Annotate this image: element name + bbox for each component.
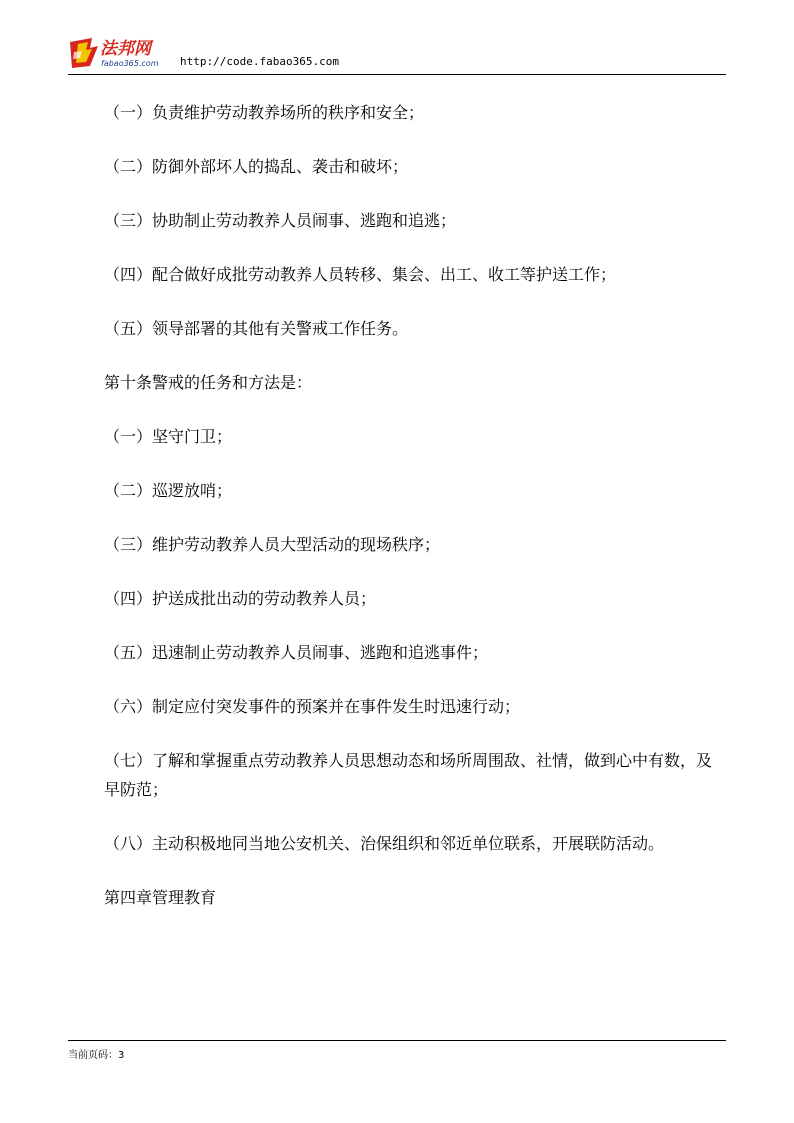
clause-paragraph: （二）巡逻放哨；	[104, 481, 233, 500]
logo-wordmark: 法邦网	[100, 39, 151, 59]
clause-paragraph: （三）维护劳动教养人员大型活动的现场秩序；	[104, 535, 441, 554]
clause-paragraph: （二）防御外部坏人的捣乱、袭击和破坏；	[104, 157, 409, 176]
footer-divider	[68, 1040, 726, 1041]
clause-paragraph: （五）迅速制止劳动教养人员闹事、逃跑和追逃事件；	[104, 643, 489, 662]
clause-paragraph: （一）坚守门卫；	[104, 427, 233, 446]
clause-paragraph: （三）协助制止劳动教养人员闹事、逃跑和追逃；	[104, 211, 457, 230]
clause-paragraph: （七）了解和掌握重点劳动教养人员思想动态和场所周围敌、社情，做到心中有数，及早防范；	[104, 751, 713, 799]
clause-paragraph: （四）配合做好成批劳动教养人员转移、集会、出工、收工等护送工作；	[104, 265, 617, 284]
clause-paragraph: （一）负责维护劳动教养场所的秩序和安全；	[104, 103, 425, 122]
clause-paragraph: （六）制定应付突发事件的预案并在事件发生时迅速行动；	[104, 697, 521, 716]
document-body	[104, 98, 726, 937]
article-heading: 第十条警戒的任务和方法是：	[104, 373, 313, 392]
clause-paragraph: （五）领导部署的其他有关警戒工作任务。	[104, 319, 409, 338]
clause-paragraph: （八）主动积极地同当地公安机关、治保组织和邻近单位联系，开展联防活动。	[104, 834, 665, 853]
fabao-logo[interactable]	[68, 30, 168, 70]
header-divider	[68, 74, 726, 75]
fabao-logo-icon	[68, 30, 168, 70]
clause-paragraph: （四）护送成批出动的劳动教养人员；	[104, 589, 377, 608]
logo-subtext: fabao365.com	[101, 59, 159, 68]
chapter-heading: 第四章管理教育	[104, 888, 217, 907]
page-header	[68, 28, 726, 76]
header-url[interactable]: http://code.fabao365.com	[180, 55, 339, 68]
page-number: 当前页码：3	[68, 1050, 125, 1061]
